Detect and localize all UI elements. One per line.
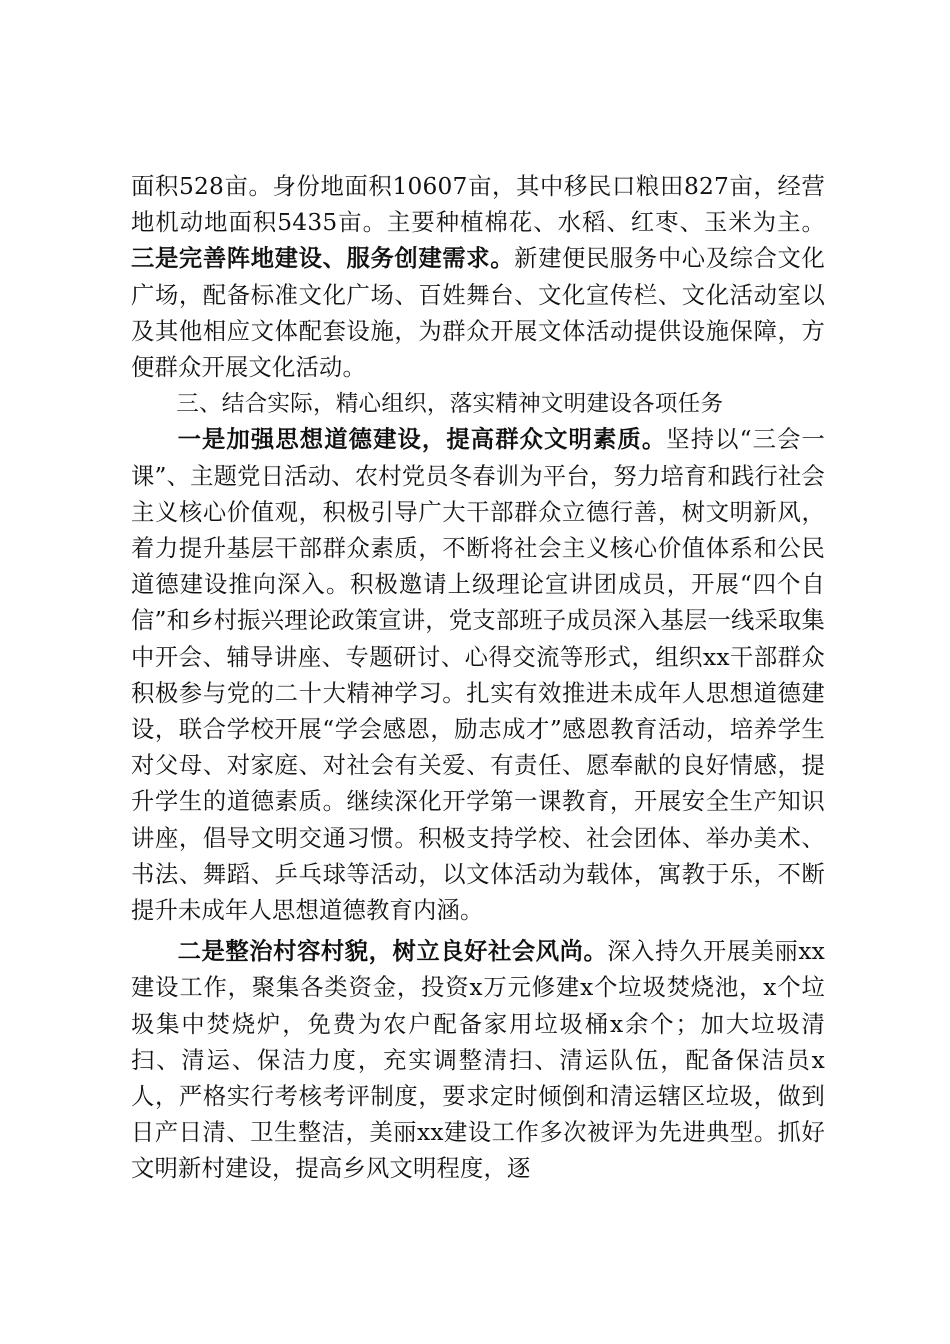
document-body (131, 169, 825, 1188)
paragraph-text: 深入持久开展美丽xx建设工作，聚集各类资金，投资x万元修建x个垃圾焚烧池，x个垃圾集中焚烧炉，免费为农户配备家用垃圾桶x余个；加大垃圾清扫、清运、保洁力度，充实调整清扫、清运队伍，配备保洁员x人，严格实行考核考评制度，要求定时倾倒和清运辖区垃圾，做到日产日清、卫生整洁，美丽xx建设工作多次被评为先进典型。抓好文明新村建设，提高乡风文明程度，逐 (131, 938, 825, 1183)
paragraph-text: 坚持以“三会一课”、主题党日活动、农村党员冬春训为平台，努力培育和践行社会主义核心价值观，积极引导广大干部群众立德行善，树文明新风，着力提升基层干部群众素质，不断将社会主义核心价值体系和公民道德建设推向深入。积极邀请上级理论宣讲团成员，开展“四个自信”和乡村振兴理论政策宣讲，党支部班子成员深入基层一线采取集中开会、辅导讲座、专题研讨、心得交流等形式，组织xx干部群众积极参与党的二十大精神学习。扎实有效推进未成年人思想道德建设，联合学校开展“学会感恩，励志成才”感恩教育活动，培养学生对父母、对家庭、对社会有关爱、有责任、愿奉献的良好情感，提升学生的道德素质。继续深化开学第一课教育，开展安全生产知识讲座，倡导文明交通习惯。积极支持学校、社会团体、举办美术、书法、舞蹈、乒乓球等活动，以文体活动为载体，寓教于乐，不断提升未成年人思想道德教育内涵。 (131, 426, 825, 925)
paragraph-land-and-facilities (131, 169, 825, 386)
bold-lead-sentence: 一是加强思想道德建设，提高群众文明素质。 (177, 426, 667, 454)
bold-lead-sentence: 二是整治村容村貌，树立良好社会风尚。 (177, 938, 608, 966)
paragraph-text: 新建便民服务中心及综合文化广场，配备标准文化广场、百姓舞台、文化宣传栏、文化活动室以及其他相应文体配套设施，为群众开展文体活动提供设施保障，方便群众开展文化活动。 (131, 245, 825, 382)
paragraph-village-appearance (131, 934, 825, 1187)
section-heading-3: 三、结合实际，精心组织，落实精神文明建设各项任务 (176, 391, 724, 418)
paragraph-moral-construction (131, 422, 825, 929)
bold-lead-sentence: 三是完善阵地建设、服务创建需求。 (131, 245, 515, 273)
paragraph-text: 面积528亩。身份地面积10607亩，其中移民口粮田827亩，经营地机动地面积5435亩。主要种植棉花、水稻、红枣、玉米为主。 (131, 173, 825, 237)
